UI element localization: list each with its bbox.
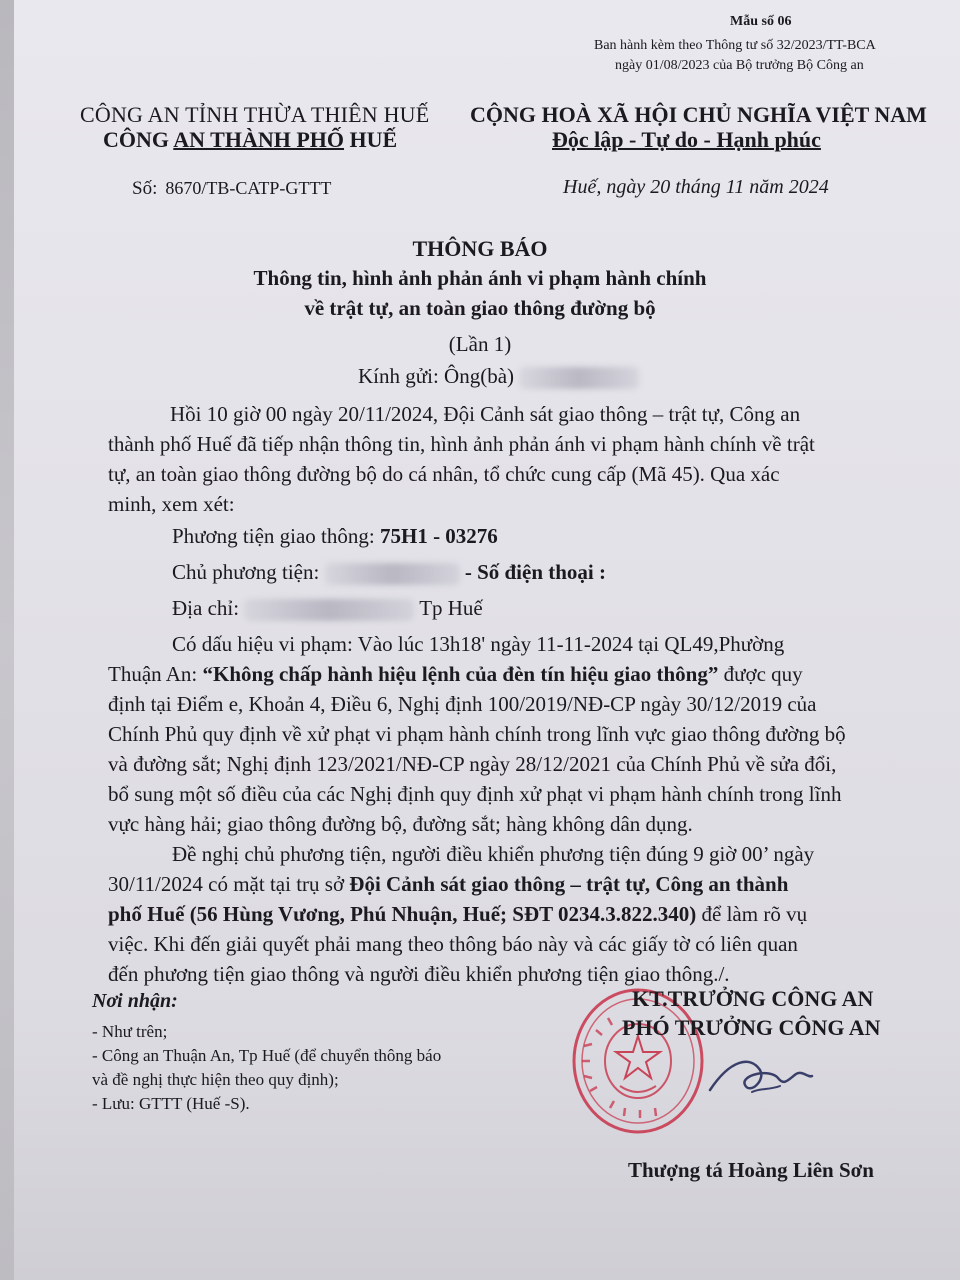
owner-line xyxy=(172,560,606,585)
paragraph-3-line-1: Đề nghị chủ phương tiện, người điều khiển phương tiện đúng 9 giờ 00’ ngày xyxy=(172,842,815,866)
p3-text: 30/11/2024 có mặt tại trụ sở xyxy=(108,872,350,896)
paragraph-2-line-6: bổ sung một số điều của các Nghị định quy định xử phạt vi phạm hành chính trong lĩnh xyxy=(108,782,842,806)
form-code: Mẫu số 06 xyxy=(730,14,792,29)
agency-name-underlined: AN THÀNH PHỐ xyxy=(173,127,345,152)
signature-title-1: KT.TRƯỞNG CÔNG AN xyxy=(632,986,874,1011)
paragraph-3-line-5: đến phương tiện giao thông và người điều khiển phương tiện giao thông./. xyxy=(108,962,730,986)
office-name: Đội Cảnh sát giao thông – trật tự, Công an thành xyxy=(349,872,789,896)
document-subtitle-1: Thông tin, hình ảnh phản ánh vi phạm hành chính xyxy=(253,266,707,290)
vehicle-plate: 75H1 - 03276 xyxy=(379,524,498,548)
signer-name: Thượng tá Hoàng Liên Sơn xyxy=(628,1158,874,1182)
receiver-2-line-1: - Công an Thuận An, Tp Huế (để chuyển thông báo xyxy=(92,1046,442,1065)
agency-name-part: CÔNG xyxy=(103,127,174,152)
receiver-3: - Lưu: GTTT (Huế -S). xyxy=(92,1094,250,1113)
redacted-recipient-name xyxy=(519,367,639,389)
paragraph-1-line-3: tự, an toàn giao thông đường bộ do cá nhân, tổ chức cung cấp (Mã 45). Qua xác xyxy=(108,462,780,486)
paragraph-2-line-7: vực hàng hải; giao thông đường bộ, đường sắt; hàng không dân dụng. xyxy=(108,812,693,836)
recipient-label: Kính gửi: Ông(bà) xyxy=(358,364,515,388)
receivers-heading: Nơi nhận: xyxy=(92,990,178,1012)
vehicle-line xyxy=(172,524,498,549)
office-address: phố Huế (56 Hùng Vương, Phú Nhuận, Huế; SĐT 0234.3.822.340) xyxy=(108,902,697,926)
paragraph-2-line-1: Có dấu hiệu vi phạm: Vào lúc 13h18' ngày 11-11-2024 tại QL49,Phường xyxy=(172,632,785,656)
signature-title-2: PHÓ TRƯỞNG CÔNG AN xyxy=(622,1015,881,1040)
paragraph-2-line-4: Chính Phủ quy định về xử phạt vi phạm hành chính trong lĩnh vực giao thông đường bộ xyxy=(108,722,846,746)
notice-round: (Lần 1) xyxy=(448,332,512,356)
document-title: THÔNG BÁO xyxy=(412,236,548,261)
paragraph-2-line-5: và đường sắt; Nghị định 123/2021/NĐ-CP ngày 28/12/2021 của Chính Phủ về sửa đổi, xyxy=(108,752,837,776)
document-number-value: 8670/TB-CATP-GTTT xyxy=(165,178,332,198)
agency-parent: CÔNG AN TỈNH THỪA THIÊN HUẾ xyxy=(80,102,430,127)
document-number xyxy=(132,178,331,200)
address-label: Địa chỉ: xyxy=(172,596,240,620)
owner-label: Chủ phương tiện: xyxy=(172,560,320,584)
issued-by-line-2: ngày 01/08/2023 của Bộ trưởng Bộ Công an xyxy=(615,58,864,73)
p3-text: để làm rõ vụ xyxy=(696,902,808,926)
recipient-line xyxy=(358,364,639,389)
agency-name xyxy=(103,127,397,153)
place-date: Huế, ngày 20 tháng 11 năm 2024 xyxy=(563,176,829,198)
receiver-1: - Như trên; xyxy=(92,1022,168,1041)
document-number-label: Số: xyxy=(132,178,158,199)
p2-text: được quy xyxy=(718,662,803,686)
national-motto: Độc lập - Tự do - Hạnh phúc xyxy=(552,127,821,152)
paragraph-3-line-2 xyxy=(108,872,788,897)
phone-label: - Số điện thoại : xyxy=(464,560,607,584)
paragraph-2-line-2 xyxy=(108,662,803,687)
address-line xyxy=(172,596,483,621)
paragraph-1-line-1: Hồi 10 giờ 00 ngày 20/11/2024, Đội Cảnh sát giao thông – trật tự, Công an xyxy=(170,402,801,426)
receiver-2-line-2: và đề nghị thực hiện theo quy định); xyxy=(92,1070,339,1089)
redacted-address xyxy=(244,599,414,621)
issued-by-line-1: Ban hành kèm theo Thông tư số 32/2023/TT-BCA xyxy=(594,38,876,53)
agency-name-part: HUẾ xyxy=(344,127,398,152)
paragraph-3-line-4: việc. Khi đến giải quyết phải mang theo thông báo này và các giấy tờ có liên quan xyxy=(108,932,798,956)
violation-description: “Không chấp hành hiệu lệnh của đèn tín hiệu giao thông” xyxy=(202,662,719,686)
handwritten-signature-icon xyxy=(700,1050,820,1110)
paragraph-1-line-4: minh, xem xét: xyxy=(108,492,235,516)
vehicle-label: Phương tiện giao thông: xyxy=(172,524,380,548)
redacted-owner-name xyxy=(325,563,460,585)
paragraph-2-line-3: định tại Điểm e, Khoản 4, Điều 6, Nghị định 100/2019/NĐ-CP ngày 30/12/2019 của xyxy=(108,692,817,716)
country-name: CỘNG HOÀ XÃ HỘI CHỦ NGHĨA VIỆT NAM xyxy=(470,102,927,127)
address-city: Tp Huế xyxy=(419,596,483,620)
paragraph-1-line-2: thành phố Huế đã tiếp nhận thông tin, hình ảnh phản ánh vi phạm hành chính về trật xyxy=(108,432,815,456)
paragraph-3-line-3 xyxy=(108,902,807,927)
document-subtitle-2: về trật tự, an toàn giao thông đường bộ xyxy=(304,296,656,320)
p2-text: Thuận An: xyxy=(108,662,203,686)
